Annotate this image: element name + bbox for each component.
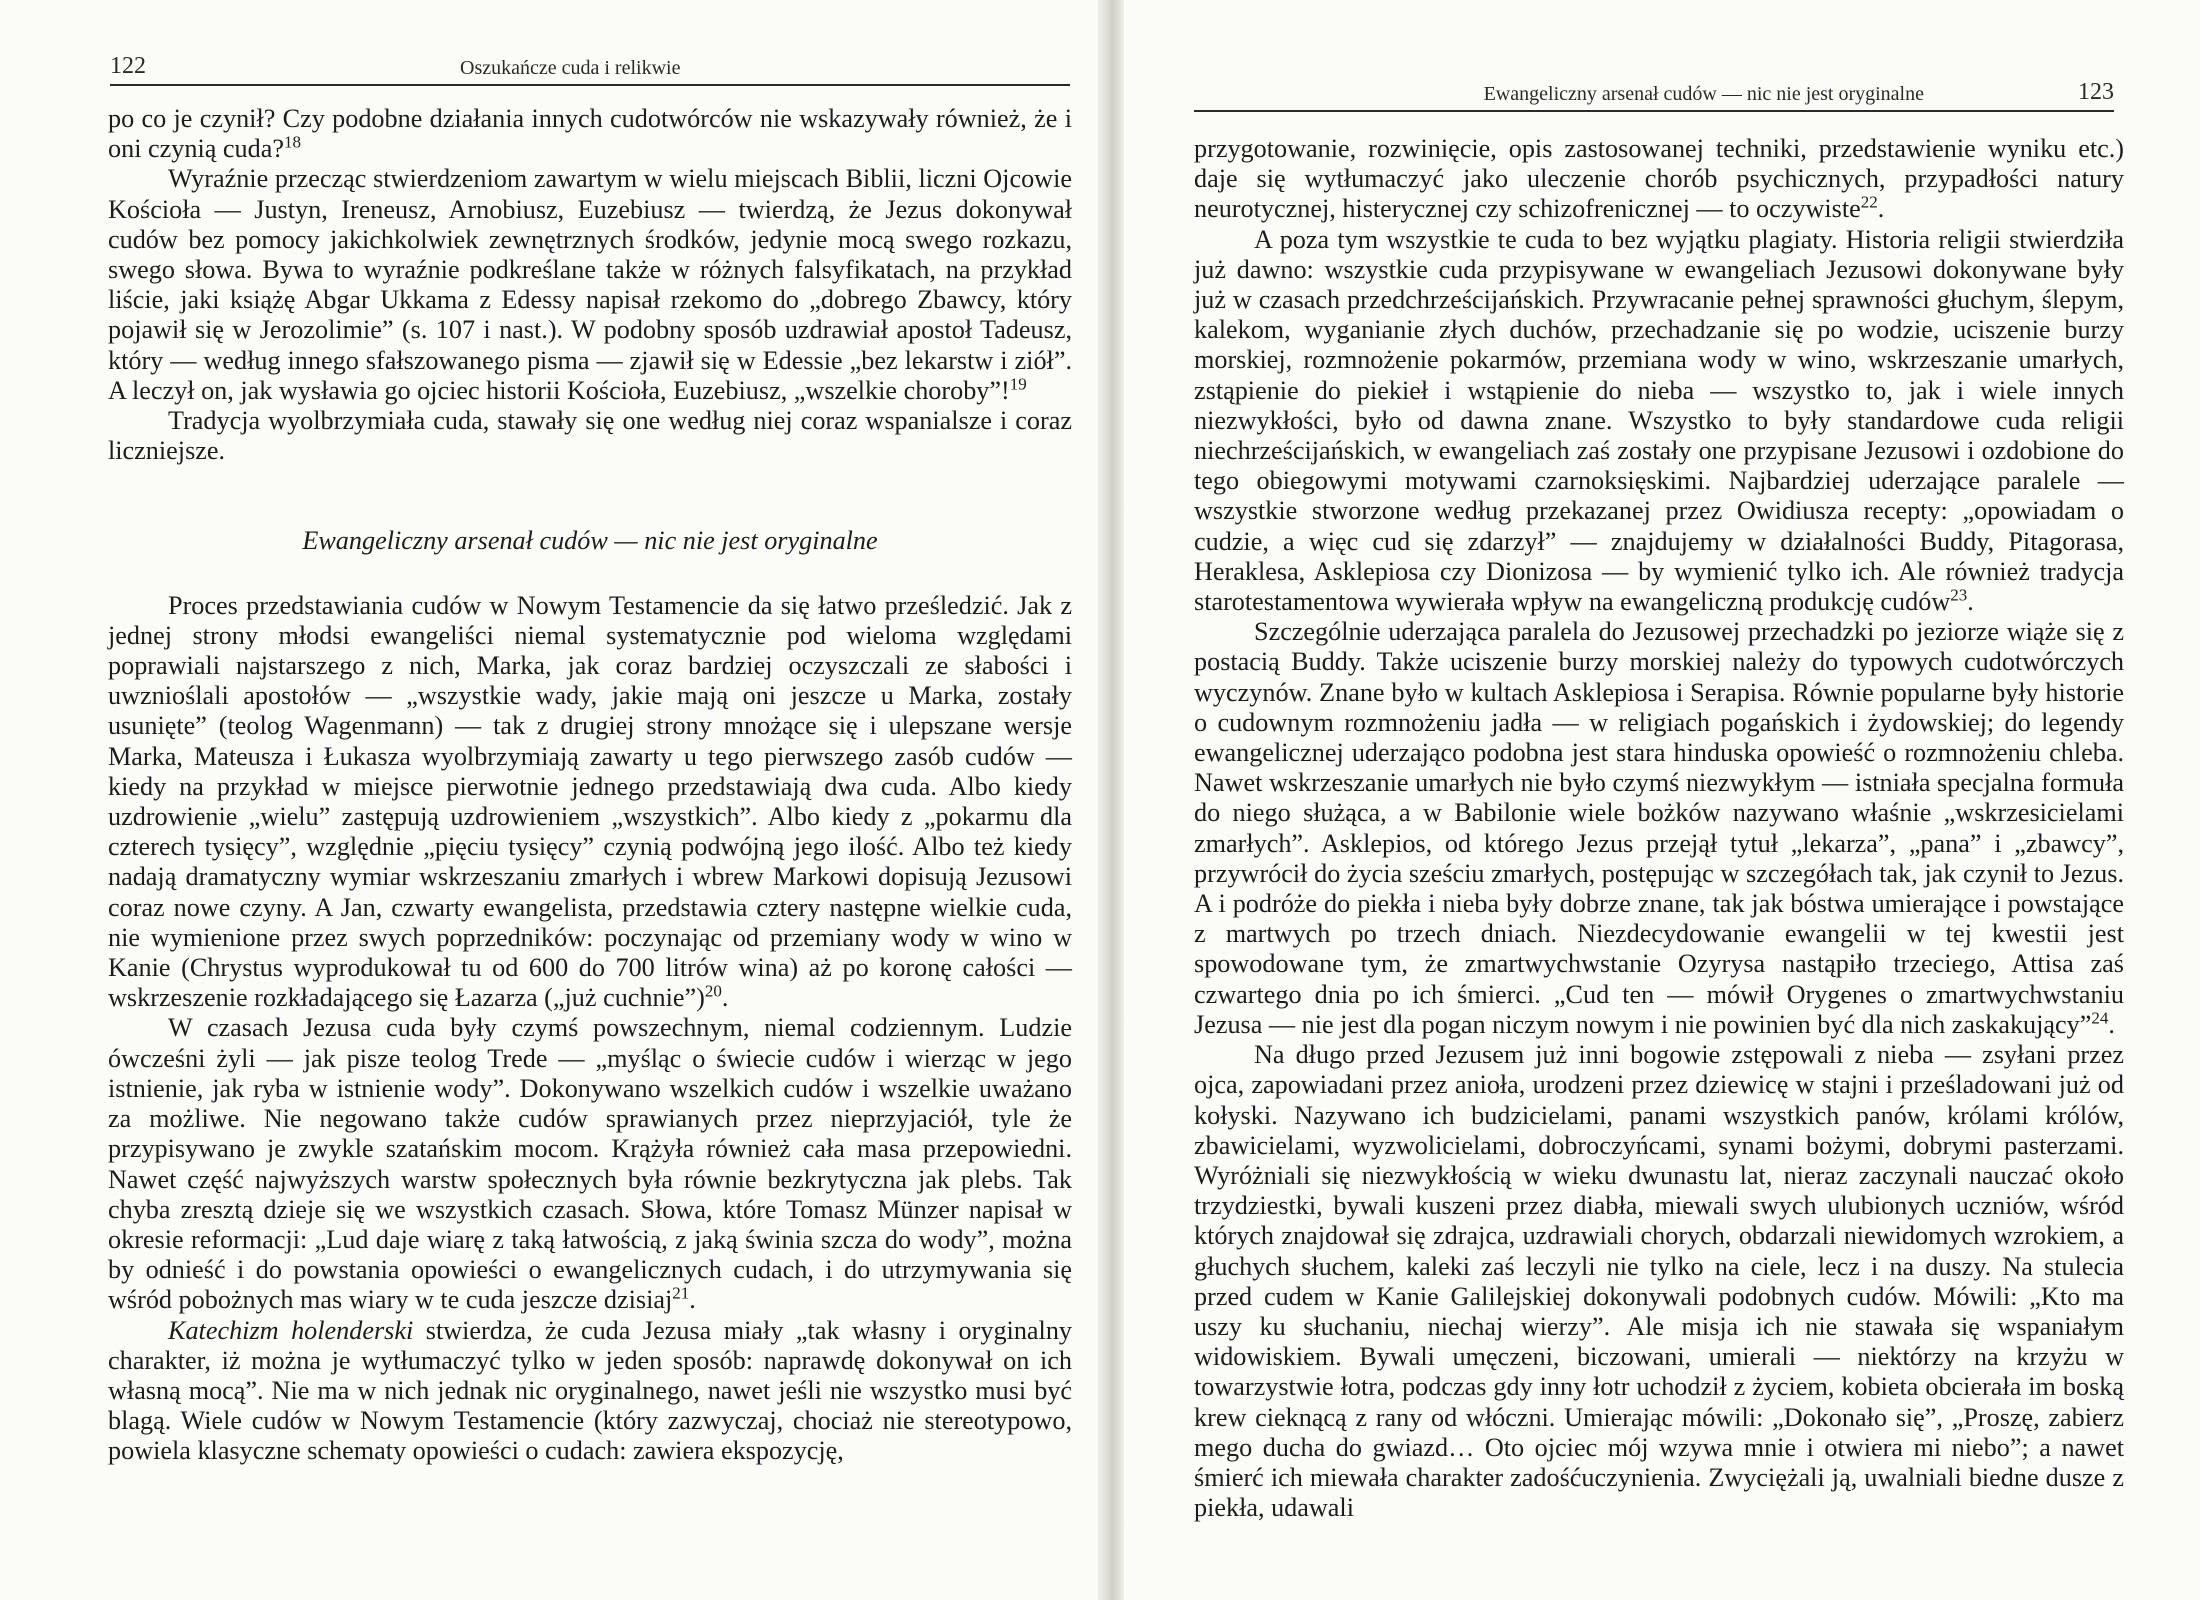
footnote-ref: 21 [672, 1283, 690, 1303]
text-run: Proces przedstawiania cudów w Nowym Testamencie da się łatwo prześledzić. Jak z jednej strony młodsi ewangeliści niemal systematycznie pod wieloma względami poprawiali najstarszego z nich, Marka, jak coraz bardziej oczyszczali ze słabości i uwznioślali apostołów — „wszystkie wady, jakie mają oni jeszcze u Marka, zostały usunięte” (teolog Wagenmann) — tak z drugiej strony mnożące się i ulepszane wersje Marka, Mateusza i Łukasza wyolbrzymiają zawarty u tego pierwszego zasób cudów — kiedy na przykład w miejsce pierwotnie jednego przedstawiają dwa cuda. Albo kiedy uzdrowienie „wielu” zastępują uzdrowieniem „wszystkich”. Albo kiedy z „pokarmu dla czterech tysięcy”, względnie „pięciu tysięcy” czynią podwójną jego ilość. Albo też kiedy nadają dramatyczny wymiar wskrzeszaniu zmarłych i wbrew Markowi dopisują Jezusowi coraz nowe czyny. A Jan, czwarty ewangelista, przedstawia cztery następne wielkie cuda, nie wymienione przez swych poprzedników: poczynając od przemiany wody w wino w Kanie (Chrystus wyprodukował tu od 600 do 700 litrów wina) aż po koronę całości — wskrzeszenie rozkładającego się Łazarza („już cuchnie”) [108, 590, 1072, 1013]
right-page-body [1194, 134, 2124, 1523]
text-run: Wyraźnie przecząc stwierdzeniom zawartym w wielu miejscach Biblii, liczni Ojcowie Kościoła — Justyn, Ireneusz, Arnobiusz, Euzebiusz — twierdzą, że Jezus dokonywał cudów bez pomocy jakichkolwiek zewnętrznych środków, jedynie mocą swego rozkazu, swego słowa. Bywa to wyraźnie podkreślane także w różnych falsyfikatach, na przykład liście, jaki książę Abgar Ukkama z Edessy napisał rzekomo do „dobrego Zbawcy, który pojawił się w Jerozolimie” (s. 107 i nast.). W podobny sposób uzdrawiał apostoł Tadeusz, który — według innego sfałszowanego pisma — zjawił się w Edessie „bez lekarstw i ziół”. A leczył on, jak wysławia go ojciec historii Kościoła, Euzebiusz, „wszelkie choroby”! [108, 164, 1072, 405]
text-run: Na długo przed Jezusem już inni bogowie zstępowali z nieba — zsyłani przez ojca, zapowiadani przez anioła, urodzeni przez dziewicę w stajni i prześladowani już od kołyski. Nazywano ich budzicielami, panami wszystkich panów, królami królów, zbawicielami, wyzwolicielami, dobroczyńcami, synami bożymi, dobrymi pasterzami. Wyróżniali się niezwykłością w wieku dwunastu lat, nieraz zaczynali nauczać około trzydziestki, bywali kuszeni przez diabła, miewali swych ulubionych uczniów, wśród których znajdował się zdrajca, uzdrawiali chorych, obdarzali niewidomych wzrokiem, a głuchych słuchem, kaleki zaś leczyli nie tylko na ciele, lecz i na duszy. Na stulecia przed cudem w Kanie Galilejskiej dokonywali podobnych cudów. Mówili: „Kto ma uszy ku słuchaniu, niechaj wierzy”. Ale misja ich nie stawała się wspaniałym widowiskiem. Bywali umęczeni, biczowani, umierali — niektórzy na krzyżu w towarzystwie łotra, podczas gdy inny łotr uchodził z życiem, kobieta obcierała im boską krew cieknącą z rany od włóczni. Umierając mówili: „Dokonało się”, „Proszę, zabierz mego ducha do gwiazd… Oto ojciec mój wzywa mnie i otwiera mi niebo”; a nawet śmierć ich miewała charakter zadośćuczynienia. Zwyciężali ją, uwalniali biedne dusze z piekła, udawali [1194, 1040, 2124, 1523]
left-paragraphs-after [108, 591, 1072, 1467]
paragraph-p1 [108, 104, 1072, 164]
text-run: przygotowanie, rozwinięcie, opis zastosowanej techniki, przedstawienie wyniku etc.) daje się wytłumaczyć jako uleczenie chorób psychicznych, przypadłości natury neurotycznej, histerycznej czy schizofrenicznej — to oczywiste [1194, 134, 2124, 224]
paragraph-p2 [108, 164, 1072, 406]
text-run: . [1967, 587, 1974, 617]
right-paragraphs [1194, 134, 2124, 1523]
running-title: Ewangeliczny arsenał cudów — nic nie jest oryginalne [1483, 83, 1924, 105]
text-run: Szczególnie uderzająca paralela do Jezusowej przechadzki po jeziorze wiąże się z postacią Buddy. Także uciszenie burzy morskiej należy do typowych cudotwórczych wyczynów. Znane było w kultach Asklepiosa i Serapisa. Równie popularne były historie o cudownym rozmnożeniu jadła — w religiach pogańskich i żydowskiej; do legendy ewangelicznej uderzająco podobna jest stara hinduska opowieść o rozmnożeniu chleba. Nawet wskrzeszanie umarłych nie było czymś niezwykłym — istniała specjalna formuła do niego służąca, a w Babilonie wiele bożków nazywano właśnie „wskrzesicielami zmarłych”. Asklepios, od którego Jezus przejął tytuł „lekarza”, „pana” i „zbawcy”, przywrócił do życia sześciu zmarłych, postępując w szczegółach tak, jak czynił to Jezus. A i podróże do piekła i nieba były dobrze znane, tak jak bóstwa umierające i powstające z martwych po trzech dniach. Niezdecydowanie ewangelii w tej kwestii jest spowodowane tym, że zmartwychwstanie Ozyrysa nastąpiło trzeciego, Attisa zaś czwartego dnia po ich śmierci. „Cud ten — mówił Orygenes o zmartwychwstaniu Jezusa — nie jest dla pogan niczym nowym i nie powinien być dla nich zaskakujący” [1194, 617, 2124, 1039]
footnote-ref: 23 [1950, 585, 1968, 605]
section-heading: Ewangeliczny arsenał cudów — nic nie jest oryginalne [302, 526, 878, 556]
text-run: W czasach Jezusa cuda były czymś powszechnym, niemal codziennym. Ludzie ówcześni żyli — jak pisze teolog Trede — „myśląc o świecie cudów i wierząc w jego istnienie, jak ryba w istnienie wody”. Dokonywano wszelkich cudów i wszelkie uważano za możliwe. Nie negowano także cudów sprawianych przez nieprzyjaciół, tyle że przypisywano je zwykle szatańskim mocom. Krążyła również cała masa przepowiedni. Nawet część najwyższych warstw społecznych była równie bezkrytyczna jak plebs. Tak chyba zresztą dzieje się we wszystkich czasach. Słowa, które Tomasz Münzer napisał w okresie reformacji: „Lud daje wiarę z taką łatwością, z jaką świnia szcza do wody”, można by odnieść i do powstania opowieści o ewangelicznych cudach, i do utrzymywania się wśród pobożnych mas wiary w te cuda jeszcze dzisiaj [108, 1013, 1072, 1315]
paragraph-p5 [108, 1013, 1072, 1315]
running-title: Oszukańcze cuda i relikwie [460, 57, 681, 79]
text-run: stwierdza, że cuda Jezusa miały „tak własny i oryginalny charakter, iż można je wytłumaczyć tylko w jeden sposób: naprawdę dokonywał on ich własną mocą”. Nie ma w nich jednak nic oryginalnego, nawet jeśli nie wszystko musi być blagą. Wiele cudów w Nowym Testamencie (który zazwyczaj, chociaż nie stereotypowo, powiela klasyczne schematy opowieści o cudach: zawiera ekspozycję, [108, 1315, 1073, 1466]
left-page [0, 0, 1098, 1600]
text-run: po co je czynił? Czy podobne działania innych cudotwórców nie wskazywały również, że i oni czynią cuda? [108, 104, 1072, 164]
paragraph-r1 [1194, 134, 2124, 225]
footnote-ref: 22 [1860, 192, 1878, 212]
text-run: . [2108, 1009, 2115, 1039]
left-paragraphs-before [108, 104, 1072, 466]
page-number: 122 [110, 53, 146, 79]
text-run: . [689, 1285, 696, 1315]
paragraph-p6 [108, 1316, 1072, 1467]
left-page-body [108, 104, 1072, 1467]
left-page-header [110, 44, 1070, 86]
paragraph-r4 [1194, 1040, 2124, 1523]
paragraph-r2 [1194, 225, 2124, 618]
right-page-header [1194, 70, 2114, 112]
footnote-ref: 24 [2091, 1008, 2109, 1028]
footnote-ref: 18 [283, 132, 301, 152]
book-gutter [1098, 0, 1124, 1600]
paragraph-p4 [108, 591, 1072, 1014]
right-page [1124, 0, 2200, 1600]
paragraph-r3 [1194, 617, 2124, 1040]
text-run: Tradycja wyolbrzymiała cuda, stawały się one według niej coraz wspanialsze i coraz liczniejsze. [108, 406, 1072, 466]
text-run: . [1877, 194, 1885, 224]
footnote-ref: 20 [704, 981, 722, 1001]
text-run: A poza tym wszystkie te cuda to bez wyjątku plagiaty. Historia religii stwierdziła już dawno: wszystkie cuda przypisywane w ewangeliach Jezusowi dokonywane były już w czasach przedchrześcijańskich. Przywracanie pełnej sprawności głuchym, ślepym, kalekom, wyganianie złych duchów, przechadzanie się po wodzie, uciszenie burzy morskiej, rozmnożenie pokarmów, przemiana wody w wino, wskrzeszanie umarłych, zstąpienie do piekieł i wstąpienie do nieba — wszystko to, jak i wiele innych niezwykłości, było od dawna znane. Wszystko to były standardowe cuda religii niechrześcijańskich, w ewangeliach zaś zostały one przypisane Jezusowi i ozdobione do tego obiegowymi motywami czarnoksięskimi. Najbardziej uderzające paralele — wszystkie stworzone według przekazanej przez Owidiusza recepty: „opowiadam o cudzie, a więc cud się zdarzył” — znajdujemy w działalności Buddy, Pitagorasa, Heraklesa, Asklepiosa czy Dionizosa — by wymienić tylko ich. Ale również tradycja starotestamentowa wywierała wpływ na ewangeliczną produkcję cudów [1194, 224, 2124, 617]
text-run: . [721, 983, 729, 1013]
paragraph-p3 [108, 406, 1072, 466]
footnote-ref: 19 [1009, 374, 1027, 394]
italic-title: Katechizm holenderski [168, 1315, 414, 1345]
page-number: 123 [2078, 79, 2114, 105]
